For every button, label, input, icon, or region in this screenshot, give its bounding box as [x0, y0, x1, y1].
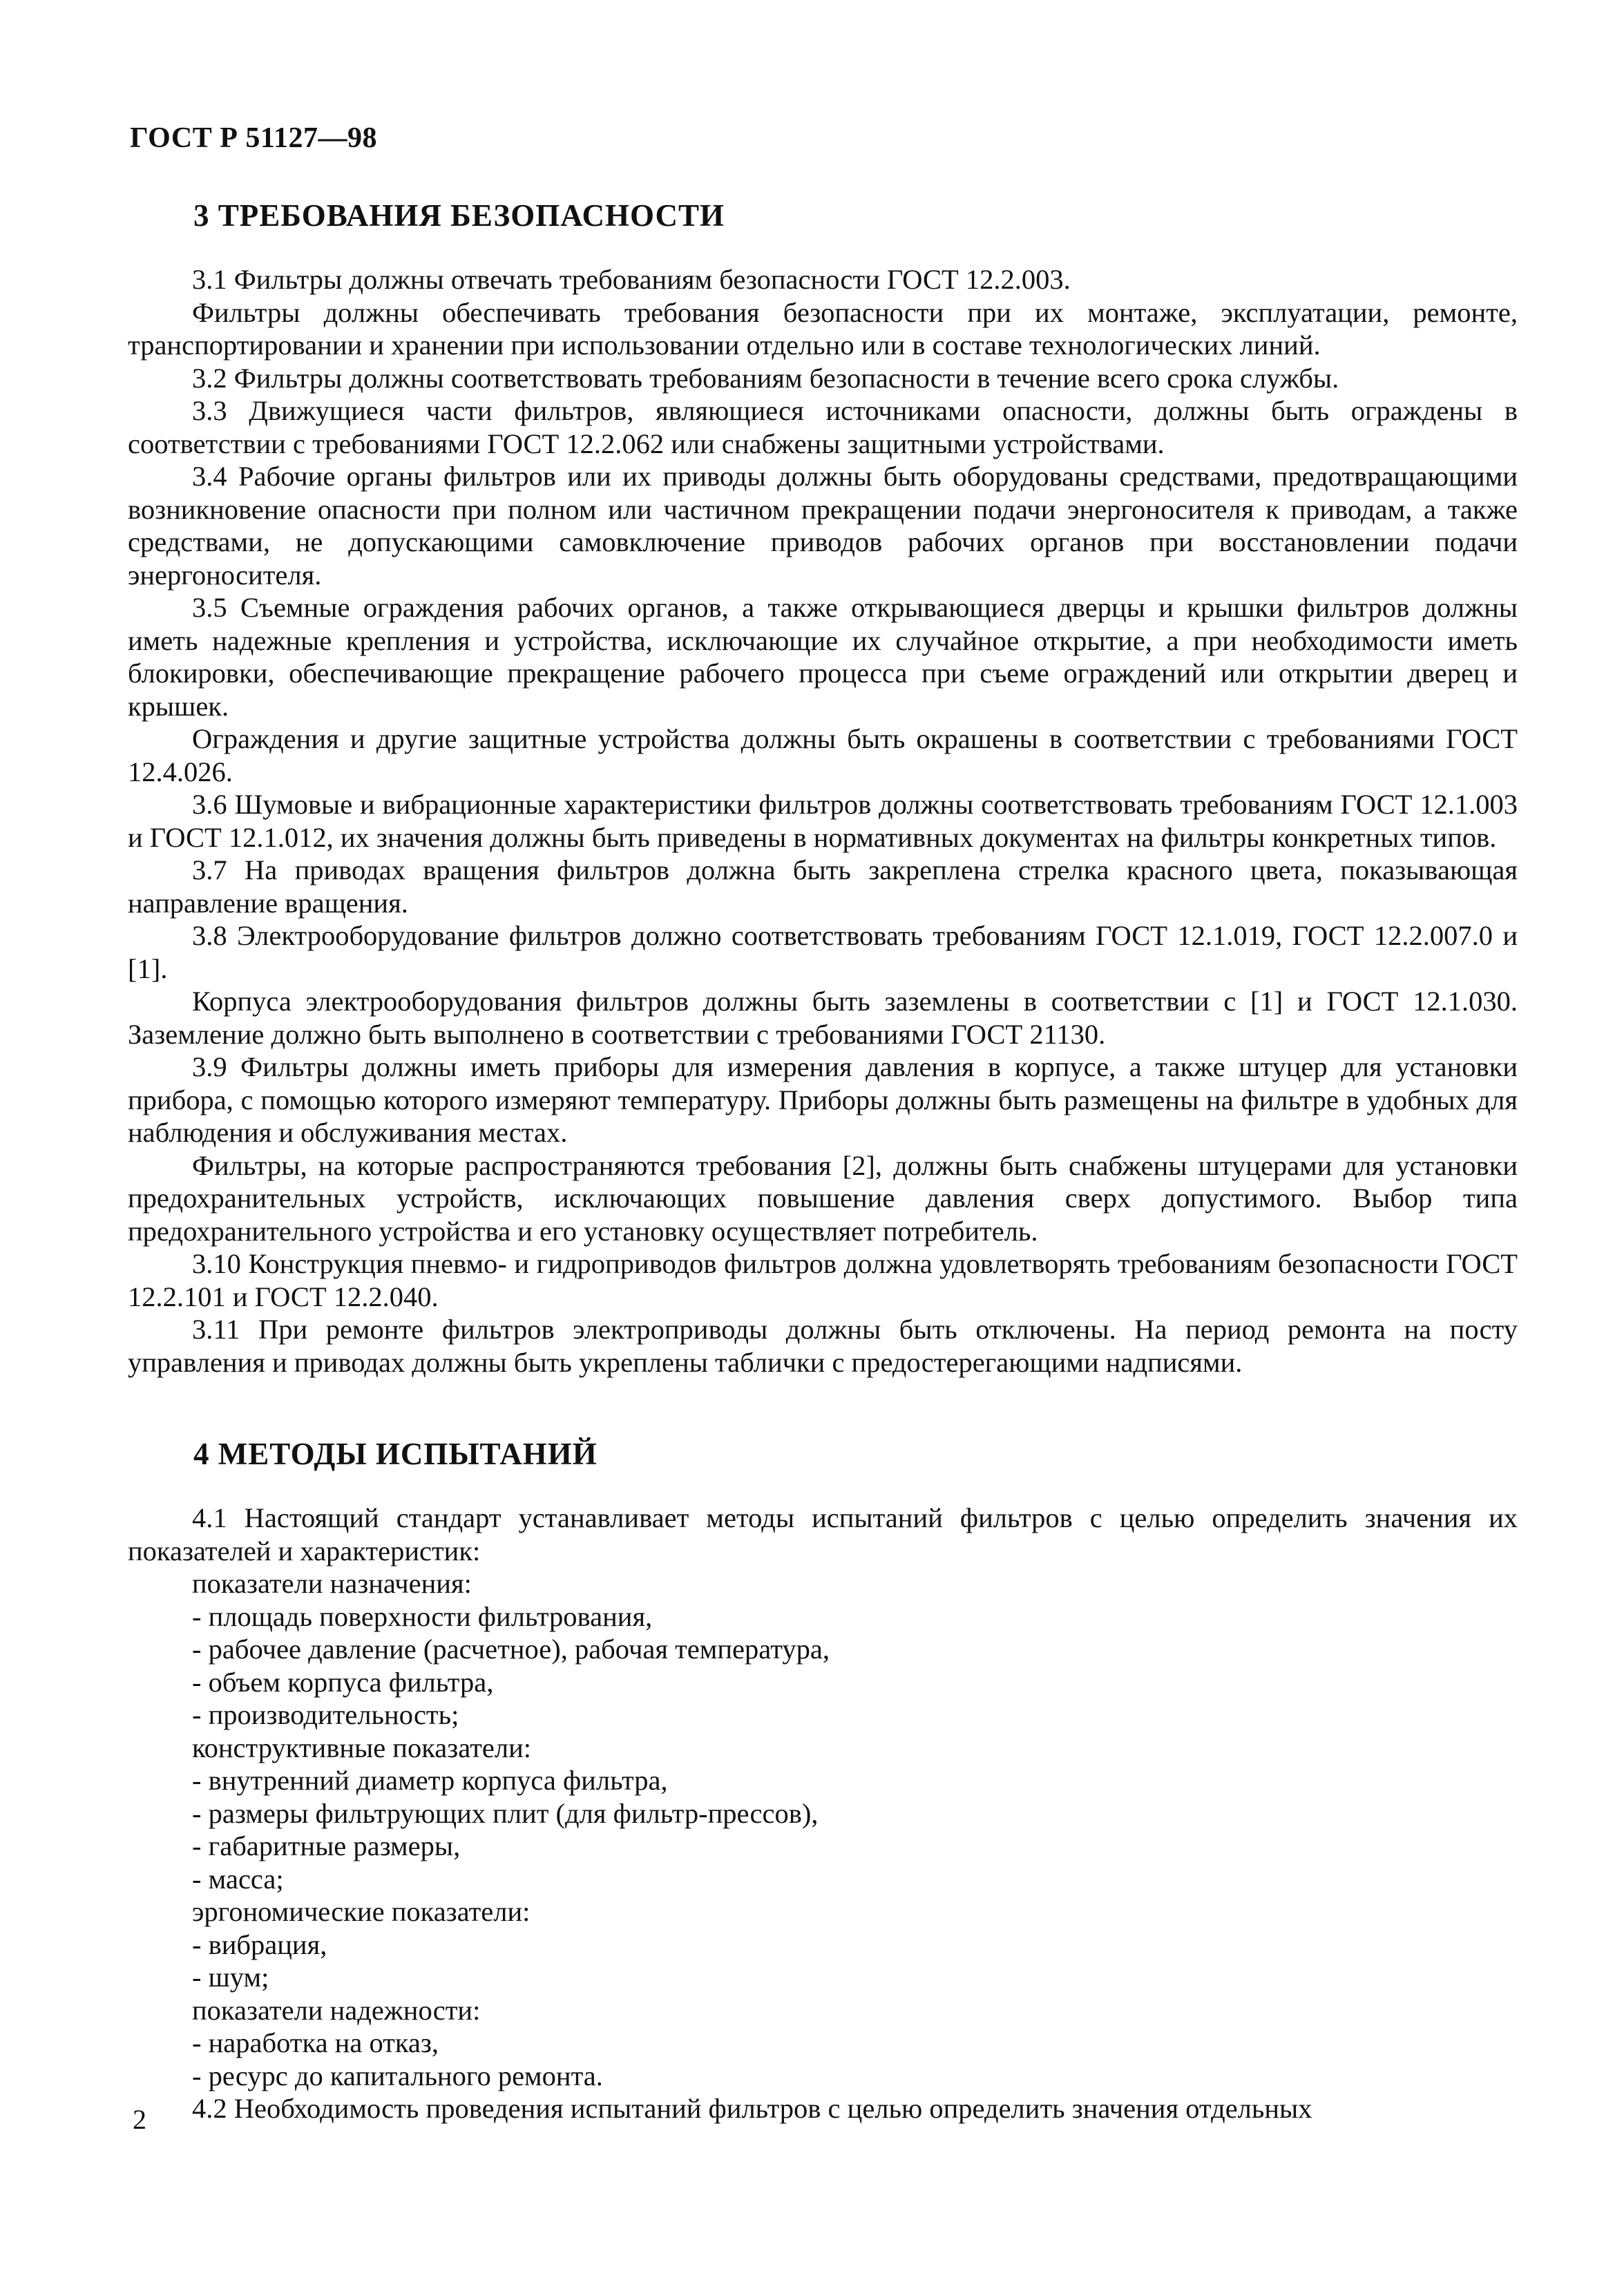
- paragraph-3-4: 3.4 Рабочие органы фильтров или их приводы должны быть оборудованы средствами, предотвращающими возникновение опасности при полном или частичном прекращении подачи энергоносителя к приводам, а также средствами, не допускающими самовключение приводов рабочих органов при восстановлении подачи энергоносителя.: [128, 461, 1518, 591]
- paragraph-4-2: 4.2 Необходимость проведения испытаний фильтров с целью определить значения отдельных: [192, 2093, 1312, 2124]
- list-item: - площадь поверхности фильтрования,: [192, 1600, 653, 1632]
- list-group-label: показатели надежности:: [192, 1994, 481, 2026]
- section-3-body: [128, 263, 1518, 1379]
- paragraph-3-7: 3.7 На приводах вращения фильтров должна быть закреплена стрелка красного цвета, показывающая направление вращения.: [128, 854, 1518, 919]
- list-item: - производительность;: [192, 1699, 459, 1730]
- paragraph-3-2: 3.2 Фильтры должны соответствовать требованиям безопасности в течение всего срока службы.: [192, 362, 1339, 394]
- paragraph-3-5: 3.5 Съемные ограждения рабочих органов, а также открывающиеся дверцы и крышки фильтров должны иметь надежные крепления и устройства, исключающие их случайное открытие, а при необходимости иметь блокировки, обеспечивающие прекращение рабочего процесса при съеме ограждений или открытии дверец и крышек.: [128, 592, 1518, 722]
- paragraph: Корпуса электрооборудования фильтров должны быть заземлены в соответствии с [1] и ГОСТ 12.1.030. Заземление должно быть выполнено в соответствии с требованиями ГОСТ 21130.: [128, 986, 1518, 1050]
- list-item: - масса;: [192, 1863, 284, 1895]
- paragraph-3-3: 3.3 Движущиеся части фильтров, являющиеся источниками опасности, должны быть ограждены в соответствии с требованиями ГОСТ 12.2.062 или снабжены защитными устройствами.: [128, 395, 1518, 459]
- paragraph: Ограждения и другие защитные устройства должны быть окрашены в соответствии с требованиями ГОСТ 12.4.026.: [128, 723, 1518, 787]
- list-item: - шум;: [192, 1962, 269, 1993]
- paragraph-3-6: 3.6 Шумовые и вибрационные характеристики фильтров должны соответствовать требованиям ГОСТ 12.1.003 и ГОСТ 12.1.012, их значения должны быть приведены в нормативных документах на фильтры конкретных типов.: [128, 789, 1518, 853]
- list-item: - внутренний диаметр корпуса фильтра,: [192, 1765, 668, 1796]
- paragraph-3-11: 3.11 При ремонте фильтров электроприводы должны быть отключены. На период ремонта на посту управления и приводах должны быть укреплены таблички с предостерегающими надписями.: [128, 1314, 1518, 1378]
- list-group-label: конструктивные показатели:: [192, 1732, 532, 1763]
- paragraph-4-1: 4.1 Настоящий стандарт устанавливает методы испытаний фильтров с целью определить значения их показателей и характеристик:: [128, 1502, 1518, 1567]
- paragraph-3-8: 3.8 Электрооборудование фильтров должно соответствовать требованиям ГОСТ 12.1.019, ГОСТ 12.2.007.0 и [1].: [128, 920, 1518, 984]
- page-number: 2: [133, 2104, 146, 2135]
- section-4-title: 4 МЕТОДЫ ИСПЫТАНИЙ: [193, 1437, 598, 1471]
- list-item: - наработка на отказ,: [192, 2027, 439, 2058]
- document-header: ГОСТ Р 51127—98: [130, 122, 378, 154]
- list-item: - ресурс до капитального ремонта.: [192, 2060, 603, 2091]
- paragraph-3-9: 3.9 Фильтры должны иметь приборы для измерения давления в корпусе, а также штуцер для установки прибора, с помощью которого измеряют температуру. Приборы должны быть размещены на фильтре в удобных для наблюдения и обслуживания местах.: [128, 1051, 1518, 1148]
- paragraph: Фильтры должны обеспечивать требования безопасности при их монтаже, эксплуатации, ремонте, транспортировании и хранении при использовании отдельно или в составе технологических линий.: [128, 296, 1518, 361]
- section-4-body: [128, 1502, 1518, 2125]
- list-item: - объем корпуса фильтра,: [192, 1666, 494, 1698]
- paragraph: Фильтры, на которые распространяются требования [2], должны быть снабжены штуцерами для установки предохранительных устройств, исключающих повышение давления сверх допустимого. Выбор типа предохранительного устройства и его установку осуществляет потребитель.: [128, 1149, 1518, 1247]
- list-item: - рабочее давление (расчетное), рабочая температура,: [192, 1634, 830, 1665]
- list-group-label: показатели назначения:: [192, 1568, 472, 1599]
- list-group-label: эргономические показатели:: [192, 1896, 531, 1927]
- list-item: - вибрация,: [192, 1928, 327, 1960]
- list-item: - габаритные размеры,: [192, 1830, 461, 1861]
- section-3-title: 3 ТРЕБОВАНИЯ БЕЗОПАСНОСТИ: [193, 198, 725, 233]
- list-item: - размеры фильтрующих плит (для фильтр-прессов),: [192, 1797, 819, 1829]
- paragraph-3-10: 3.10 Конструкция пневмо- и гидроприводов фильтров должна удовлетворять требованиям безопасности ГОСТ 12.2.101 и ГОСТ 12.2.040.: [128, 1248, 1518, 1312]
- paragraph-3-1: 3.1 Фильтры должны отвечать требованиям безопасности ГОСТ 12.2.003.: [192, 264, 1071, 295]
